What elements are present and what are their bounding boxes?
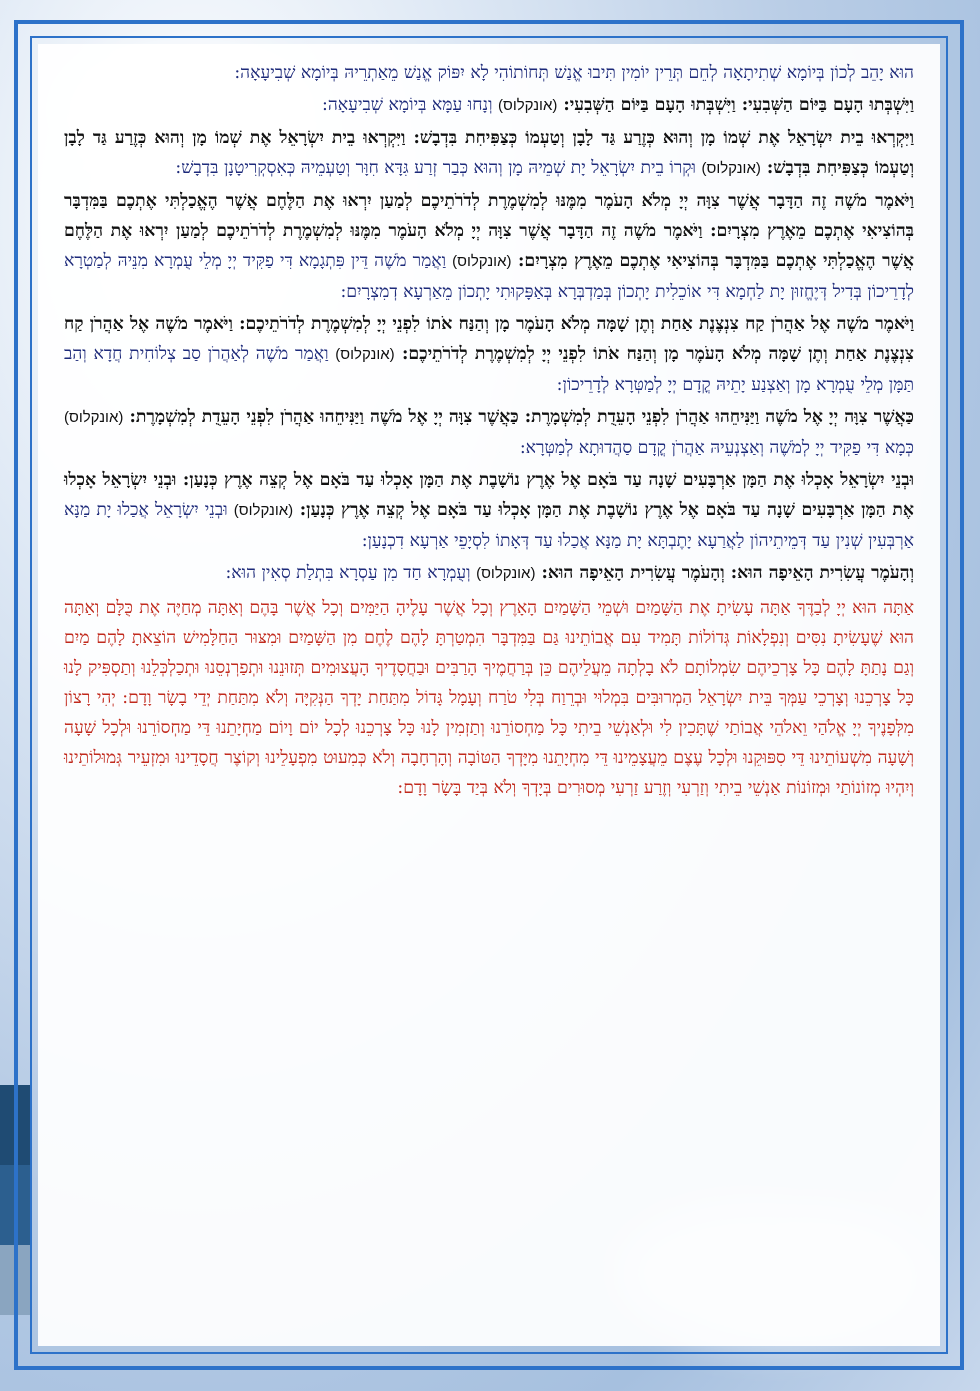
onkelos-marker: (אונקלוס) <box>498 97 558 114</box>
onkelos-marker: (אונקלוס) <box>452 253 512 270</box>
verse-text: וַיִּקְרְאוּ בֵית יִשְׂרָאֵל אֶת שְׁמוֹ מָן וְהוּא כְּזֶרַע גַּד לָבָן וְטַעְמוֹ כְּצַפִּיחִת בִּדְבָשׁ: וַיִּקְרְאוּ בֵית יִשְׂרָאֵל אֶת שְׁמוֹ מָן וְהוּא כְּזֶרַע גַּד לָבָן וְטַעְמוֹ כְּצַפִּיחִת בִּדְבָשׁ: <box>64 128 914 178</box>
text-body <box>64 58 914 589</box>
verse-paragraph <box>64 90 914 121</box>
onkelos-marker: (אונקלוס) <box>233 502 294 519</box>
verse-paragraph <box>64 465 914 556</box>
verse-text: כַּאֲשֶׁר צִוָּה יְיָ אֶל מֹשֶׁה וַיַּנִּיחֵהוּ אַהֲרֹן לִפְנֵי הָעֵדֻת לְמִשְׁמָרֶת: כַּאֲשֶׁר צִוָּה יְיָ אֶל מֹשֶׁה וַיַּנִּיחֵהוּ אַהֲרֹן לִפְנֵי הָעֵדֻת לְמִשְׁמָרֶת: <box>123 407 914 427</box>
verse-text: וַיִּשְׁבְּתוּ הָעָם בַּיּוֹם הַשְּׁבִעִי: וַיִּשְׁבְּתוּ הָעָם בַּיּוֹם הַשְּׁבִעִי: <box>557 95 914 115</box>
targum-text: וְנָחוּ עַמָּא בְּיוֹמָא שְׁבִיעָאָה: <box>322 95 498 115</box>
onkelos-marker: (אונקלוס) <box>701 160 761 177</box>
targum-text: וַאֲמַר מֹשֶׁה דֵּין פִּתְגָמָא דִּי פַקִּיד יְיָ מְלֵי עֻמְרָא מִנֵּיהּ לְמַטְרָא לְדָרֵיכוֹן בְּדִיל דְּיֶחֱזוּן יָת לַחְמָא דִּי אוֹכֵלִית יָתְכוֹן בְּמַדְבְּרָא בְּאַפָּקוּתִי יָתְכוֹן מֵאַרְעָא דְמִצְרָיִם: <box>64 251 914 302</box>
verse-text: וְהָעֹמֶר עֲשִׂרִית הָאֵיפָה הוּא: וְהָעֹמֶר עֲשִׂרִית הָאֵיפָה הוּא: <box>535 563 914 583</box>
targum-text: וּקְרוֹ בֵית יִשְׂרָאֵל יָת שְׁמֵיהּ מָן וְהוּא כְּבַר זְרַע גִּדָּא חִוָּר וְטַעְמֵיהּ כְּאִסְקְרִיטָנָן בִּדְבָשׁ: <box>175 158 702 178</box>
prayer-paragraph: אַתָּה הוּא יְיָ לְבַדֶּךָ אַתָּה עָשִׂיתָ אֶת הַשָּׁמַיִם וּשְׁמֵי הַשָּׁמַיִם הָאָרֶץ וְכָל אֲשֶׁר עָלֶיהָ הַיַּמִּים וְכָל אֲשֶׁר בָּהֶם וְאַתָּה מְחַיֶּה אֶת כֻּלָּם וְאַתָּה הוּא שֶׁעָשִׂיתָ נִסִּים וְנִפְלָאוֹת גְּדוֹלוֹת תָּמִיד עִם אֲבוֹתֵינוּ גַּם בַּמִּדְבָּר הִמְטַרְתָּ לָהֶם לֶחֶם מִן הַשָּׁמַיִם וּמִצּוּר הַחַלָּמִישׁ הוֹצֵאתָ לָהֶם מַיִם וְגַם נָתַתָּ לָהֶם כָּל צָרְכֵיהֶם שִׂמְלוֹתָם לֹא בָלְתָה מֵעֲלֵיהֶם כֵּן בְּרַחֲמֶיךָ הָרַבִּים וּבַחֲסָדֶיךָ הָעֲצוּמִים תְּזוּנֵנוּ וּתְפַרְנְסֵנוּ וּתְכַלְכְּלֵנוּ וְתַסְפִּיק לָנוּ כָּל צָרְכֵנוּ וְצָרְכֵי עַמְּךָ בֵּית יִשְׂרָאֵל הַמְרוּבִּים בִּמְלוּי וּבְרֵוַח בְּלִי טֹרַח וְעָמָל גָּדוֹל מִתַּחַת יָדְךָ הַנְּקִיָּה וְלֹא מִתַּחַת יְדֵי בָשָׂר וָדָם: יְהִי רָצוֹן מִלְּפָנֶיךָ יְיָ אֱלֹהַי וֵאלֹהֵי אֲבוֹתַי שֶׁתָּכִין לִי וּלְאַנְשֵׁי בֵיתִי כָּל מַחְסוֹרֵנוּ וְתַזְמִין לָנוּ כָּל צָרְכֵנוּ לְכָל יוֹם וָיוֹם מַחְיָתֵנוּ דֵּי מַחְסוֹרֵנוּ וּלְכָל שָׁעָה וְשָׁעָה מִשְׁעוֹתֵינוּ דֵּי סִפּוּקֵנוּ וּלְכָל עֶצֶם מֵעֲצָמֵינוּ דֵּי מִחְיָתֵנוּ מִיָּדְךָ הַטּוֹבָה וְהָרְחָבָה וְלֹא כְּמִעוּט מִפְעָלֵינוּ וְקוֹצֶר חֲסָדֵינוּ וּמִזְעֵיר גְּמוּלוֹתֵינוּ וְיִהְיוּ מְזוֹנוֹתַי וּמְזוֹנוֹת אַנְשֵׁי בֵיתִי וְזַרְעִי וְזֶרַע זַרְעִי מְסוּרִים בְּיָדְךָ וְלֹא בְּיַד בָּשָׂר וָדָם: <box>64 598 914 798</box>
targum-text: הוּא יָהֵב לְכוֹן בְּיוֹמָא שְׁתִיתָאָה לְחֵם תְּרֵין יוֹמִין תִּיבוּ אֱנַשׁ תְּחוֹתוֹהִי לָא יִפּוֹק אֱנַשׁ מֵאַתְרֵיהּ בְּיוֹמָא שְׁבִיעָאָה: <box>234 63 914 83</box>
onkelos-marker: (אונקלוס) <box>64 409 124 426</box>
onkelos-marker: (אונקלוס) <box>335 346 395 363</box>
onkelos-marker: (אונקלוס) <box>476 565 536 582</box>
targum-text: וּבְנֵי יִשְׂרָאֵל אֲכַלוּ יָת מַנָּא אַרְבְּעִין שְׁנִין עַד דְּמֵיתֵיהוֹן לַאֲרַעָא יָתֶבְתָּא יָת מַנָּא אֲכַלוּ עַד דְּאָתוֹ לִסְיָפֵי אַרְעָא דִכְנָעַן: <box>64 500 914 551</box>
text-page <box>38 44 940 1346</box>
verse-paragraph <box>64 558 914 589</box>
verse-paragraph <box>64 123 914 184</box>
verse-paragraph <box>64 402 914 463</box>
targum-text: וַאֲמַר מֹשֶׁה לְאַהֲרֹן סַב צְלוֹחִית חֲדָא וְהַב תַּמָּן מְלֵי עֻמְרָא מָן וְאַצְנַע יָתֵיהּ קֳדָם יְיָ לְמַטְּרָא לְדָרֵיכוֹן: <box>64 344 914 395</box>
verse-paragraph <box>64 309 914 400</box>
verse-text: וּבְנֵי יִשְׂרָאֵל אָכְלוּ אֶת הַמָּן אַרְבָּעִים שָׁנָה עַד בֹּאָם אֶל אֶרֶץ נוֹשָׁבֶת אֶת הַמָּן אָכְלוּ עַד בֹּאָם אֶל קְצֵה אֶרֶץ כְּנָעַן: וּבְנֵי יִשְׂרָאֵל אָכְלוּ אֶת הַמָּן אַרְבָּעִים שָׁנָה עַד בֹּאָם אֶל אֶרֶץ נוֹשָׁבֶת אֶת הַמָּן אָכְלוּ עַד בֹּאָם אֶל קְצֵה אֶרֶץ כְּנָעַן: <box>64 470 914 520</box>
targum-text: וְעֻמְרָא חַד מִן עַסְרָא בִּתְלַת סְאִין הוּא: <box>225 563 477 583</box>
verse-text: וַיֹּאמֶר מֹשֶׁה אֶל אַהֲרֹן קַח צִנְצֶנֶת אַחַת וְתֶן שָׁמָּה מְלֹא הָעֹמֶר מָן וְהַנַּח אֹתוֹ לִפְנֵי יְיָ לְמִשְׁמֶרֶת לְדֹרֹתֵיכֶם: וַיֹּאמֶר מֹשֶׁה אֶל אַהֲרֹן קַח צִנְצֶנֶת אַחַת וְתֶן שָׁמָּה מְלֹא הָעֹמֶר מָן וְהַנַּח אֹתוֹ לִפְנֵי יְיָ לְמִשְׁמֶרֶת לְדֹרֹתֵיכֶם: <box>64 314 914 364</box>
verse-paragraph <box>64 186 914 307</box>
targum-text: כְּמָא דִּי פַקִּיד יְיָ לְמֹשֶׁה וְאַצְנְעֵיהּ אַהֲרֹן קֳדָם סַהֲדוּתָא לְמַטְּרָא: <box>519 438 914 458</box>
verse-text: וַיֹּאמֶר מֹשֶׁה זֶה הַדָּבָר אֲשֶׁר צִוָּה יְיָ מְלֹא הָעֹמֶר מִמֶּנּוּ לְמִשְׁמֶרֶת לְדֹרֹתֵיכֶם לְמַעַן יִרְאוּ אֶת הַלֶּחֶם אֲשֶׁר הֶאֱכַלְתִּי אֶתְכֶם בַּמִּדְבָּר בְּהוֹצִיאִי אֶתְכֶם מֵאֶרֶץ מִצְרָיִם: וַיֹּאמֶר מֹשֶׁה זֶה הַדָּבָר אֲשֶׁר צִוָּה יְיָ מְלֹא הָעֹמֶר מִמֶּנּוּ לְמִשְׁמֶרֶת לְדֹרֹתֵיכֶם לְמַעַן יִרְאוּ אֶת הַלֶּחֶם אֲשֶׁר הֶאֱכַלְתִּי אֶתְכֶם בַּמִּדְבָּר בְּהוֹצִיאִי אֶתְכֶם מֵאֶרֶץ מִצְרָיִם: <box>64 191 914 271</box>
verse-paragraph <box>64 58 914 88</box>
